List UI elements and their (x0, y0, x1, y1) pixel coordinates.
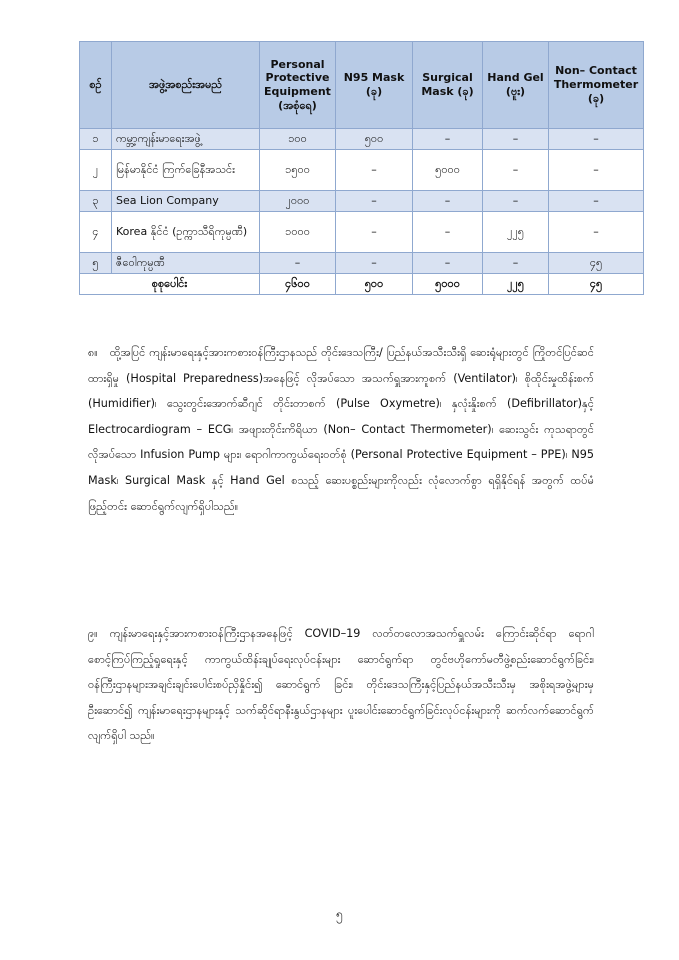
table-row (80, 191, 644, 212)
header-hand-gel: Hand Gel (ဗူး) (483, 42, 549, 129)
row-no: ၂ (80, 150, 112, 191)
row-organization: ကမ္ဘာ့ကျန်းမာရေးအဖွဲ့ (112, 129, 260, 150)
row-no: ၁ (80, 129, 112, 150)
paragraph-9 (88, 621, 594, 749)
row-hand-gel: – (483, 129, 549, 150)
paragraph-text: ကျန်းမာရေးနှင့်အားကစားဝန်ကြီးဌာနအနေဖြင့် COVID–19 လတ်တလောအသက်ရှူလမ်း ကြောင်းဆိုင်ရာ ရောဂါစောင့်ကြပ်ကြည့်ရှုရေးနှင့် ကာကွယ်ထိန်းချုပ်ရေးလုပ်ငန်းများ ဆောင်ရွက်ရာ တွင်ဗဟိုကော်မတီဖွဲ့စည်းဆောင်ရွက်ခြင်း၊ ဝန်ကြီးဌာနများအချင်းချင်းပေါင်းစပ်ညှိနှိုင်း၍ ဆောင်ရွက် ခြင်း၊ တိုင်းဒေသကြီးနှင့်ပြည်နယ်အသီးသီးမှ အစိုးရအဖွဲ့များမှ ဦးဆောင်၍ ကျန်းမာရေးဌာနများနှင့် သက်ဆိုင်ရာနီးနွယ်ဌာနများ ပူးပေါင်းဆောင်ရွက်ခြင်းလုပ်ငန်းများကို ဆက်လက်ဆောင်ရွက်လျက်ရှိပါ သည်။ (88, 627, 594, 743)
row-hand-gel: ၂၂၅ (483, 212, 549, 253)
row-ppe: ၁၀၀၀ (260, 212, 336, 253)
header-no: စဉ် (80, 42, 112, 129)
row-organization: Sea Lion Company (112, 191, 260, 212)
row-ppe: ၁၅၀၀ (260, 150, 336, 191)
header-n95: N95 Mask (ခု) (336, 42, 413, 129)
header-surgical: Surgical Mask (ခု) (413, 42, 483, 129)
header-organization: အဖွဲ့အစည်းအမည် (112, 42, 260, 129)
row-surgical: ၅၀၀၀ (413, 150, 483, 191)
row-ppe: ၁၀၀ (260, 129, 336, 150)
total-ppe: ၄၆၀၀ (260, 274, 336, 295)
table-row (80, 253, 644, 274)
row-surgical: – (413, 129, 483, 150)
row-n95: – (336, 212, 413, 253)
row-surgical: – (413, 212, 483, 253)
row-n95: ၅၀၀ (336, 129, 413, 150)
table-row (80, 129, 644, 150)
total-row (80, 274, 644, 295)
row-hand-gel: – (483, 253, 549, 274)
table-row (80, 150, 644, 191)
paragraph-text: ထို့အပြင် ကျန်းမာရေးနှင့်အားကစားဝန်ကြီးဌာနသည် တိုင်းဒေသကြီး/ ပြည်နယ်အသီးသီးရှိ ဆေးရုံများတွင် ကြိုတင်ပြင်ဆင်ထားရှိမှု (Hospital Preparedness)အနေဖြင့် လိုအပ်သော အသက်ရှူအားကူစက် (Ventilator)၊ စိုထိုင်းမှုထိန်းစက် (Humidifier)၊ သွေးတွင်းအောက်ဆီဂျင် တိုင်းတာစက် (Pulse Oxymetre)၊ နှလုံးနှိုးစက် (Defibrillator)နှင့် Electrocardiogram – ECG၊ အဖျားတိုင်းကိရိယာ (Non– Contact Thermometer)၊ ဆေးသွင်း ကုသရာတွင် လိုအပ်သော Infusion Pump များ၊ ရောဂါကာကွယ်ရေးဝတ်စုံ (Personal Protective Equipment – PPE)၊ N95 Mask၊ Surgical Mask နှင့် Hand Gel စသည့် ဆေးပစ္စည်းများကိုလည်း လုံလောက်စွာ ရရှိနိုင်ရန် အတွက် ထပ်မံဖြည့်တင်း ဆောင်ရွက်လျက်ရှိပါသည်။ (88, 346, 594, 513)
row-surgical: – (413, 191, 483, 212)
paragraph-8 (88, 340, 594, 519)
header-thermometer: Non– Contact Thermometer (ခု) (549, 42, 644, 129)
total-thermometer: ၄၅ (549, 274, 644, 295)
row-hand-gel: – (483, 191, 549, 212)
row-thermometer: – (549, 212, 644, 253)
total-surgical: ၅၀၀၀ (413, 274, 483, 295)
total-n95: ၅၀၀ (336, 274, 413, 295)
row-ppe: ၂၀၀၀ (260, 191, 336, 212)
row-surgical: – (413, 253, 483, 274)
row-thermometer: ၄၅ (549, 253, 644, 274)
row-organization: ဇီဝေါကုမ္ပဏီ (112, 253, 260, 274)
total-label: စုစုပေါင်း (80, 274, 260, 295)
row-ppe: – (260, 253, 336, 274)
row-no: ၄ (80, 212, 112, 253)
total-hand-gel: ၂၂၅ (483, 274, 549, 295)
header-ppe: Personal Protective Equipment (အစုံရေ) (260, 42, 336, 129)
donations-table (79, 41, 644, 295)
table-row (80, 212, 644, 253)
row-thermometer: – (549, 129, 644, 150)
row-no: ၅ (80, 253, 112, 274)
row-organization: မြန်မာနိုင်ငံ ကြက်ခြေနီအသင်း (112, 150, 260, 191)
row-organization: Korea နိုင်ငံ (ဥက္ကာသီရိကုမ္ပဏီ) (112, 212, 260, 253)
page-number: ၅ (336, 907, 343, 921)
table-header-row (80, 42, 644, 129)
row-thermometer: – (549, 150, 644, 191)
paragraph-number: ၉။ (88, 627, 98, 640)
row-no: ၃ (80, 191, 112, 212)
row-n95: – (336, 191, 413, 212)
row-n95: – (336, 253, 413, 274)
row-thermometer: – (549, 191, 644, 212)
row-n95: – (336, 150, 413, 191)
row-hand-gel: – (483, 150, 549, 191)
paragraph-number: ၈။ (88, 346, 98, 359)
